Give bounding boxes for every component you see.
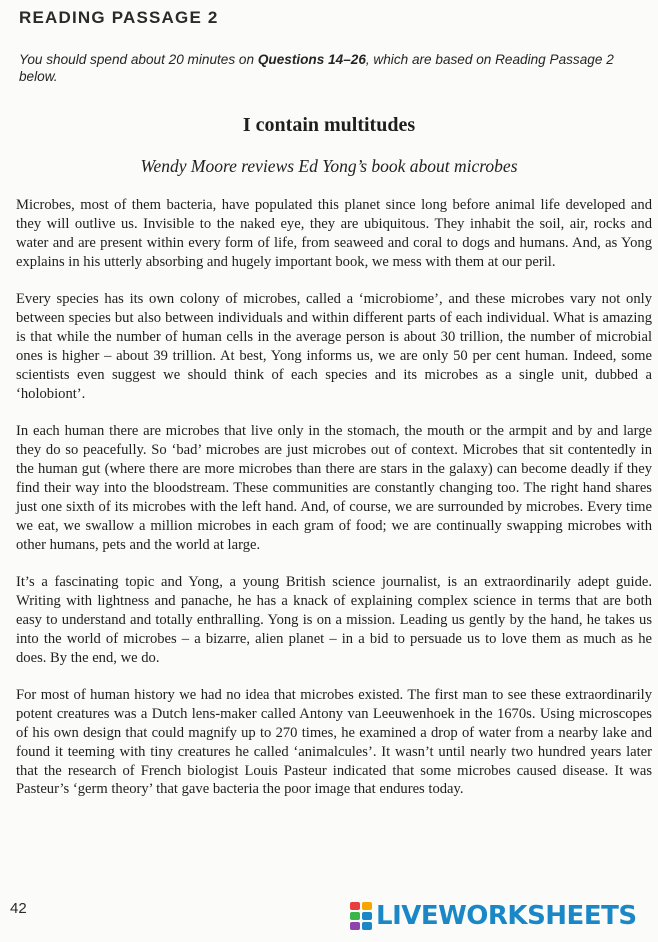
logo-tile-4 <box>362 912 372 920</box>
logo-tile-3 <box>350 912 360 920</box>
liveworksheets-logo-icon <box>350 902 372 930</box>
paragraph-1: Microbes, most of them bacteria, have populated this planet since long before animal life developed and they will outlive us. Invisible to the naked eye, they are ubiquitous. They inhabit the soil, air, rocks and water and are present within every form of life, from seaweed and coral to dogs and humans. And, as Yong explains in his utterly absorbing and hugely important book, we mess with them at our peril. <box>16 197 652 270</box>
article-subtitle: Wendy Moore reviews Ed Yong’s book about microbes <box>140 156 518 176</box>
paragraph-2: Every species has its own colony of microbes, called a ‘microbiome’, and these microbes vary not only between species but also between individuals and within different parts of each individual. What is amazing is that while the number of human cells in the average person is about 30 trillion, the number of microbial ones is higher – about 39 trillion. At best, Yong informs us, we are only 50 per cent human. Indeed, some scientists even suggest we should think of each species and its microbes as a single unit, dubbed a ‘holobiont’. <box>16 291 652 402</box>
logo-tile-5 <box>350 922 360 930</box>
passage-heading: READING PASSAGE 2 <box>19 8 219 27</box>
instructions <box>19 51 651 85</box>
paragraph-3: In each human there are microbes that live only in the stomach, the mouth or the armpit and by and large they do so peacefully. So ‘bad’ microbes are just microbes out of context. Microbes that sit contentedly in the human gut (where there are more microbes than there are stars in the galaxy) can become deadly if they find their way into the bloodstream. These communities are constantly changing too. The right hand shares just one sixth of its microbes with the left hand. And, of course, we are surrounded by microbes. Every time we eat, we swallow a million microbes in each gram of food; we are continually swapping microbes with other humans, pets and the world at large. <box>16 423 652 553</box>
logo-tile-2 <box>362 902 372 910</box>
instruction-text-end: , which are based on Reading Passage 2 below. <box>19 52 614 84</box>
article-title: I contain multitudes <box>242 114 416 136</box>
instruction-text-start: You should spend about 20 minutes on <box>19 52 258 67</box>
paragraph-4: It’s a fascinating topic and Yong, a young British science journalist, is an extraordinarily adept guide. Writing with lightness and panache, he has a knack of explaining complex science in terms that are both easy to understand and totally enthralling. Yong is on a mission. Leading us gently by the hand, he takes us into the world of microbes – a bizarre, alien planet – in a bid to persuade us to love them as much as he does. By the end, we do. <box>16 573 652 666</box>
logo-tile-1 <box>350 902 360 910</box>
logo-tile-6 <box>362 922 372 930</box>
liveworksheets-logo[interactable] <box>350 898 637 934</box>
page-number: 42 <box>10 900 27 917</box>
article-body <box>16 196 652 818</box>
instruction-questions-range: Questions 14–26 <box>257 52 366 67</box>
liveworksheets-logo-text: LIVEWORKSHEETS <box>376 901 637 931</box>
paragraph-5: For most of human history we had no idea that microbes existed. The first man to see these extraordinarily potent creatures was a Dutch lens-maker called Antony van Leeuwenhoek in the 1670s. Using microscopes of his own design that could magnify up to 270 times, he examined a drop of water from a nearby lake and found it teeming with tiny creatures he called ‘animalcules’. It wasn’t until nearly two hundred years later that the research of French biologist Louis Pasteur indicated that some microbes caused disease. It was Pasteur’s ‘germ theory’ that gave bacteria the poor image that endures today. <box>16 686 652 798</box>
